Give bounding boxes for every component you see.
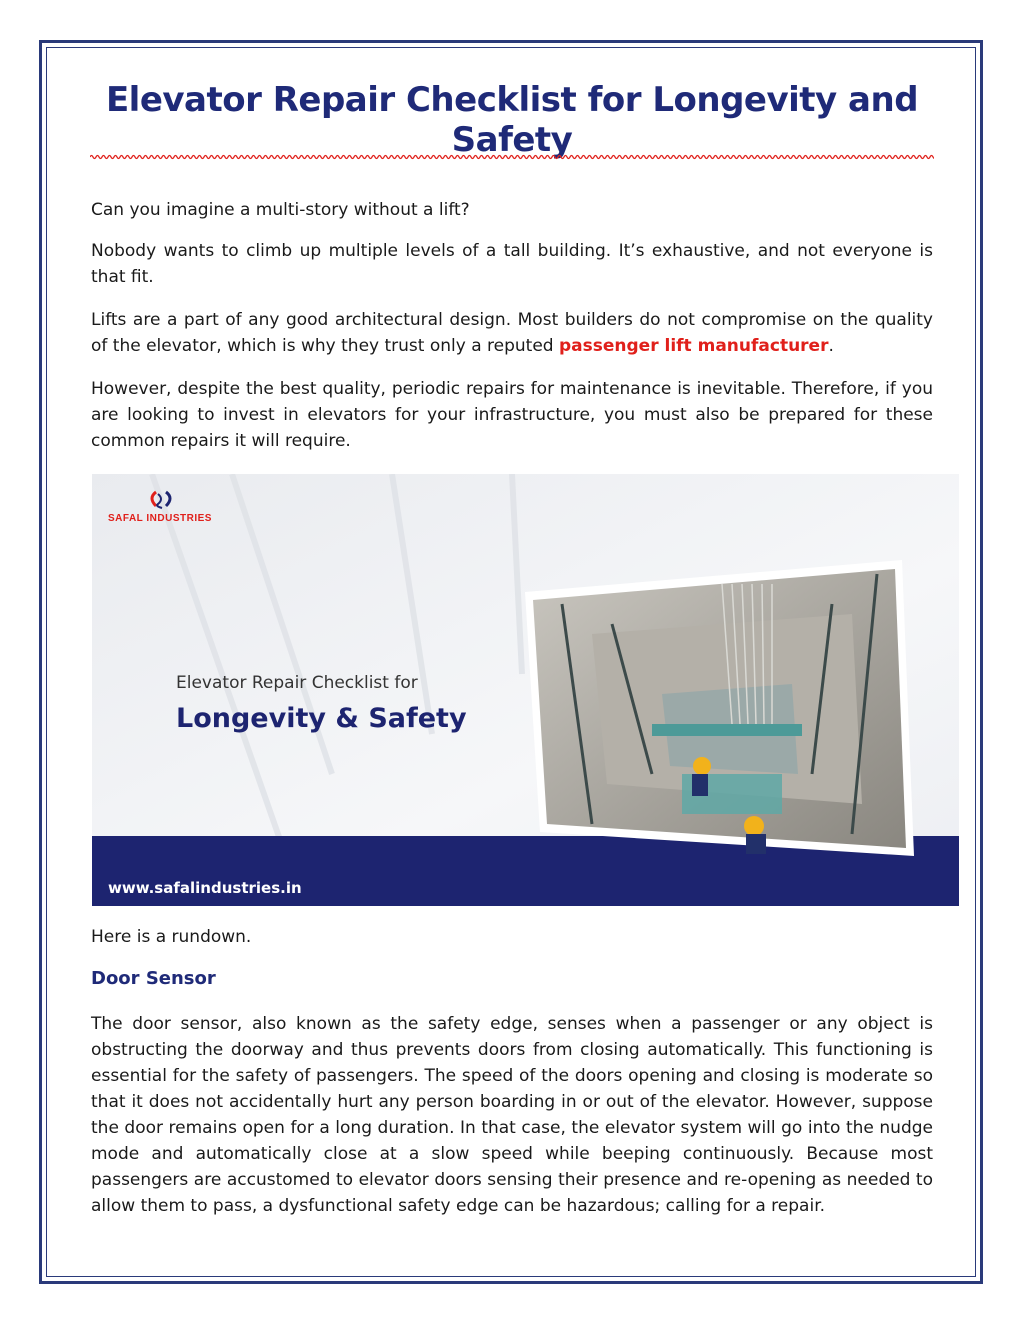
- lifts-paragraph-end: .: [828, 336, 834, 356]
- door-sensor-paragraph: The door sensor, also known as the safety edge, senses when a passenger or any object is obstructing the doorway and thus prevents doors from closing automatically. This functioning is essential for the safety of passengers. The speed of the doors opening and closing is moderate so that it does not accidentally hurt any person boarding in or out of the elevator. However, suppose the door remains open for a long duration. In that case, the elevator system will go into the nudge mode and automatically close at a slow speed while beeping continuously. Because most passengers are accustomed to elevator doors sensing their presence and re-opening as needed to allow them to pass, a dysfunctional safety edge can be hazardous; calling for a repair.: [91, 1014, 933, 1216]
- rundown-paragraph: Here is a rundown.: [91, 927, 252, 947]
- however-paragraph: However, despite the best quality, periodic repairs for maintenance is inevitable. Therefore, if you are looking to invest in elevators for your infrastructure, you must also be prepared for these common repairs it will require.: [91, 379, 933, 451]
- hero-illustration: [92, 474, 959, 906]
- section-heading-door-sensor: Door Sensor: [91, 968, 216, 989]
- passenger-lift-manufacturer-link[interactable]: passenger lift manufacturer: [559, 336, 829, 356]
- brand-name: Safal Industries: [108, 513, 212, 524]
- decorative-squiggle-divider: [90, 153, 934, 161]
- banner-heading-line1: Elevator Repair Checklist for: [176, 673, 418, 693]
- hero-banner-image: [92, 474, 959, 906]
- lifts-paragraph: [91, 307, 933, 359]
- climbing-paragraph: Nobody wants to climb up multiple levels of a tall building. It’s exhaustive, and not everyone is that fit.: [91, 241, 933, 287]
- banner-website: www.safalindustries.in: [108, 879, 302, 897]
- document-title: Elevator Repair Checklist for Longevity and Safety: [105, 80, 919, 160]
- intro-paragraph: Can you imagine a multi-story without a lift?: [91, 200, 470, 220]
- banner-heading-line2: Longevity & Safety: [176, 703, 467, 734]
- lifts-paragraph-text: Lifts are a part of any good architectural design. Most builders do not compromise on the quality of the elevator, which is why they trust only a reputed: [91, 310, 933, 356]
- elevator-shaft-photo: [525, 560, 914, 856]
